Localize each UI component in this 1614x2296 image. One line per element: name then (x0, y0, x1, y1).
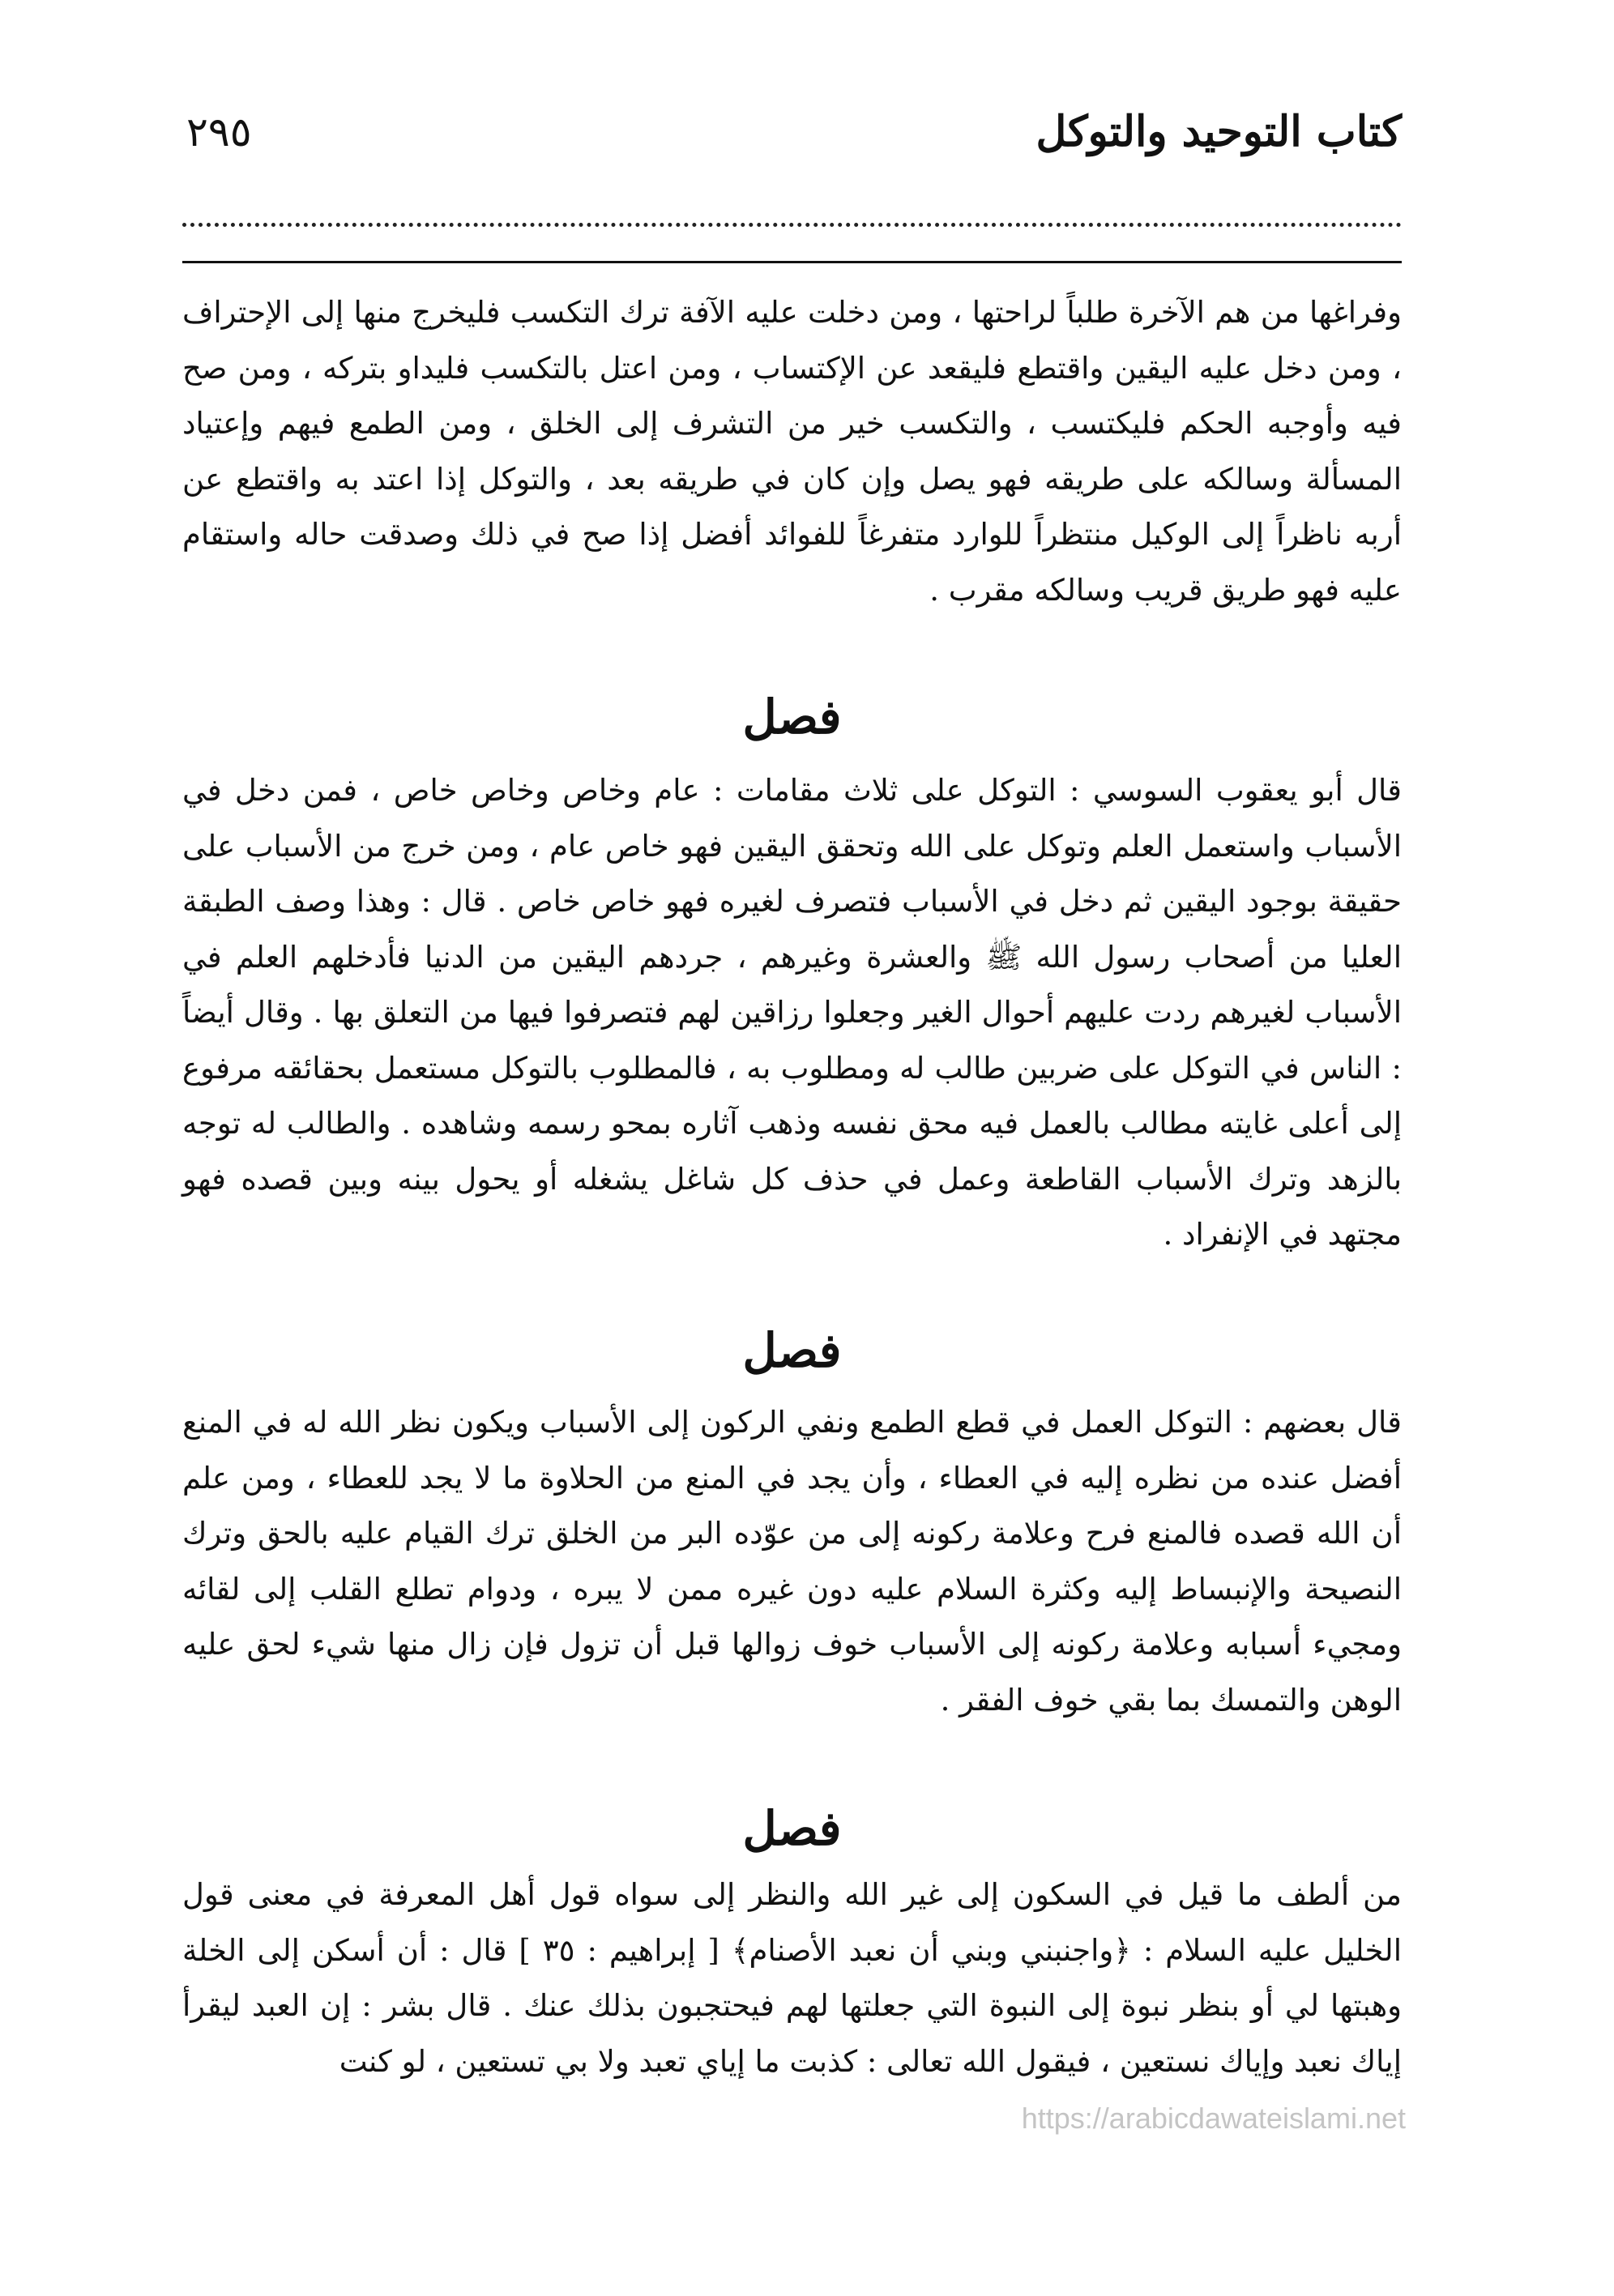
section-1-paragraph (182, 763, 1402, 1263)
section-2-text: قال بعضهم : التوكل العمل في قطع الطمع ونفي الركون إلى الأسباب ويكون نظر الله له في المنع أفضل عنده من نظره إليه في العطاء ، وأن يجد في المنع من الحلاوة ما لا يجد للعطاء ، ومن علم أن الله قصده فالمنع فرح وعلامة ركونه إلى من عوّده البر من الخلق ترك القيام عليه بالحق وترك النصيحة والإنبساط إليه وكثرة السلام عليه دون غيره ممن لا يبره ، ودوام تطلع القلب إلى لقائه ومجيء أسبابه وعلامة ركونه إلى الأسباب خوف زوالها قبل أن تزول فإن زال منها شيء لحق عليه الوهن والتمسك بما بقي خوف الفقر . (182, 1405, 1402, 1718)
section-heading-3: فصل (742, 1801, 842, 1856)
intro-paragraph-text: وفراغها من هم الآخرة طلباً لراحتها ، ومن دخلت عليه الآفة ترك التكسب فليخرج منها إلى الإحتراف ، ومن دخل عليه اليقين واقتطع فليقعد عن الإكتساب ، ومن اعتل بالتكسب فليداو بتركه ، ومن صح فيه وأوجبه الحكم فليكتسب ، والتكسب خير من التشرف إلى الخلق ، ومن الطمع فيهم وإعتياد المسألة وسالكه على طريقه فهو يصل وإن كان في طريقه بعد ، والتوكل إذا اعتد به واقتطع عن أربه ناظراً إلى الوكيل منتظراً للوارد متفرغاً للفوائد أفضل إذا صح في ذلك وصدقت حاله واستقام عليه فهو طريق قريب وسالكه مقرب . (182, 295, 1402, 608)
section-3-paragraph (182, 1867, 1402, 2089)
intro-paragraph (182, 285, 1402, 618)
site-watermark: https://arabicdawateislami.net (1021, 2102, 1406, 2135)
dotted-divider (182, 223, 1402, 227)
section-1-text: قال أبو يعقوب السوسي : التوكل على ثلاث مقامات : عام وخاص وخاص خاص ، فمن دخل في الأسباب واستعمل العلم وتوكل على الله وتحقق اليقين فهو خاص عام ، ومن خرج من الأسباب على حقيقة بوجود اليقين ثم دخل في الأسباب فتصرف لغيره فهو خاص خاص . قال : وهذا وصف الطبقة العليا من أصحاب رسول الله ﷺ والعشرة وغيرهم ، جردهم اليقين من الدنيا فأدخلهم العلم في الأسباب لغيرهم ردت عليهم أحوال الغير وجعلوا رزاقين لهم فتصرفوا فيها من التعلق بها . وقال أيضاً : الناس في التوكل على ضربين طالب له ومطلوب به ، فالمطلوب بالتوكل مستعمل بحقائقه مرفوع إلى أعلى غايته مطالب بالعمل فيه محق نفسه وذهب آثاره بمحو رسمه وشاهده . والطالب له توجه بالزهد وترك الأسباب القاطعة وعمل في حذف كل شاغل يشغله أو يحول بينه وبين قصده فهو مجتهد في الإنفراد . (182, 773, 1402, 1252)
section-3-text: من ألطف ما قيل في السكون إلى غير الله والنظر إلى سواه قول أهل المعرفة في معنى قول الخليل عليه السلام : ﴿واجنبني وبني أن نعبد الأصنام﴾ [ إبراهيم : ٣٥ ] قال : أن أسكن إلى الخلة وهبتها لي أو بنظر نبوة إلى النبوة التي جعلتها لهم فيحتجبون بذلك عنك . قال بشر : إن العبد ليقرأ إياك نعبد وإياك نستعين ، فيقول الله تعالى : كذبت ما إياي تعبد ولا بي تستعين ، لو كنت (182, 1877, 1402, 2079)
header-rule (182, 261, 1402, 263)
section-heading-2: فصل (742, 1323, 842, 1378)
page-header (186, 96, 1402, 169)
section-2-paragraph (182, 1395, 1402, 1728)
running-title: كتاب التوحيد والتوكل (1035, 107, 1402, 156)
page-number: ٢٩٥ (186, 109, 252, 156)
section-heading-1: فصل (742, 689, 842, 745)
